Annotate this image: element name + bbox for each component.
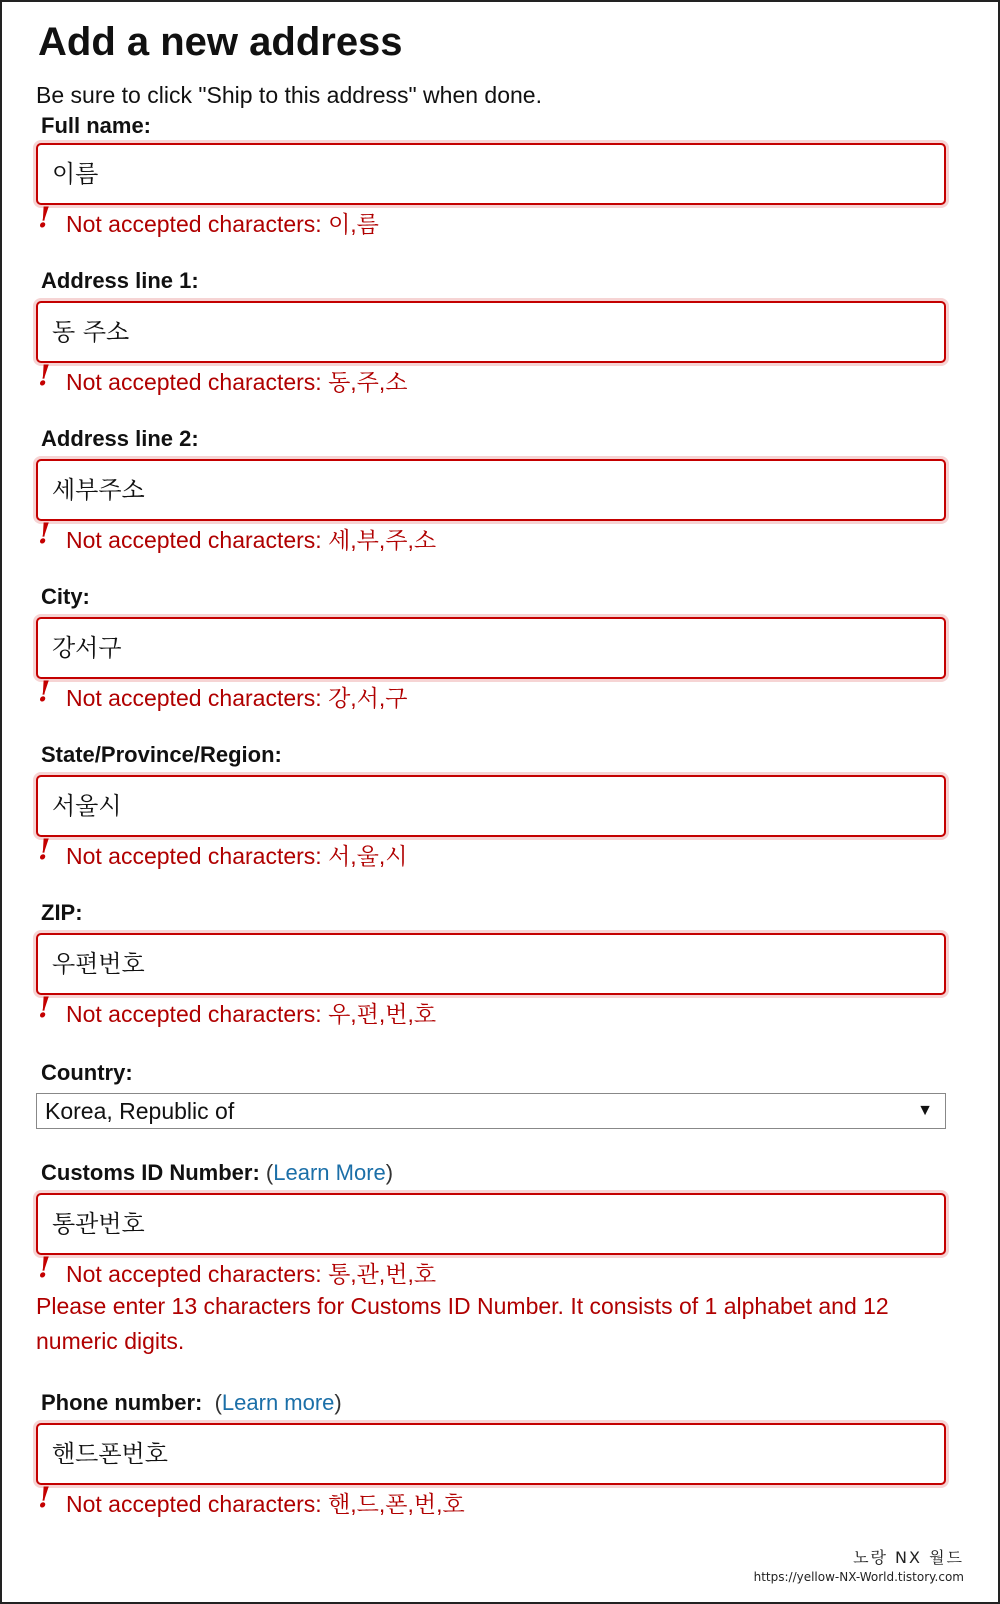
- page-title: Add a new address: [38, 20, 403, 64]
- city-field: [36, 583, 948, 713]
- customs-id-error-text: Not accepted characters: 통,관,번,호: [66, 1261, 437, 1287]
- address-line-1-input[interactable]: 동 주소: [36, 301, 946, 363]
- state-input[interactable]: 서울시: [36, 775, 946, 837]
- country-selected-value: Korea, Republic of: [45, 1098, 235, 1124]
- address-line-1-field: [36, 267, 948, 397]
- customs-id-format-error: Please enter 13 characters for Customs ID Number. It consists of 1 alphabet and 12 numeric digits.: [36, 1293, 889, 1354]
- address-line-1-label: Address line 1:: [41, 268, 199, 293]
- customs-id-field: [36, 1159, 948, 1359]
- address-line-2-error-text: Not accepted characters: 세,부,주,소: [66, 527, 437, 553]
- city-error: [36, 675, 948, 713]
- customs-id-label-row: [41, 1159, 948, 1187]
- country-label: Country:: [41, 1060, 133, 1085]
- phone-error: [36, 1481, 948, 1519]
- page-subtitle: Be sure to click "Ship to this address" when done.: [36, 82, 542, 108]
- customs-id-learn-more-link[interactable]: Learn More: [273, 1160, 386, 1185]
- phone-label: Phone number:: [41, 1390, 203, 1415]
- address-line-1-error-text: Not accepted characters: 동,주,소: [66, 369, 408, 395]
- address-line-2-error: [36, 517, 948, 555]
- watermark-url: https://yellow-NX-World.tistory.com: [753, 1570, 964, 1584]
- country-field: [36, 1059, 948, 1129]
- error-icon: !: [38, 1481, 51, 1514]
- full-name-error-text: Not accepted characters: 이,름: [66, 211, 379, 237]
- zip-label: ZIP:: [41, 900, 83, 925]
- customs-id-error: [36, 1251, 948, 1289]
- state-label: State/Province/Region:: [41, 742, 282, 767]
- watermark-title: 노랑 NX 월드: [853, 1548, 964, 1567]
- state-error: [36, 833, 948, 871]
- zip-error-text: Not accepted characters: 우,편,번,호: [66, 1001, 437, 1027]
- dropdown-arrow-icon: ▼: [917, 1102, 933, 1119]
- error-icon: !: [38, 359, 51, 392]
- address-form: [36, 18, 948, 1519]
- address-line-2-label: Address line 2:: [41, 426, 199, 451]
- error-icon: !: [38, 517, 51, 550]
- phone-learn-more: (Learn more): [214, 1390, 342, 1415]
- address-line-2-field: [36, 425, 948, 555]
- error-icon: !: [38, 833, 51, 866]
- error-icon: !: [38, 991, 51, 1024]
- customs-id-learn-more: (Learn More): [265, 1160, 394, 1185]
- zip-input[interactable]: 우편번호: [36, 933, 946, 995]
- country-select[interactable]: [36, 1093, 946, 1129]
- error-icon: !: [38, 201, 51, 234]
- full-name-error: [36, 201, 948, 239]
- full-name-field: [36, 112, 948, 239]
- customs-id-input[interactable]: 통관번호: [36, 1193, 946, 1255]
- state-error-text: Not accepted characters: 서,울,시: [66, 843, 408, 869]
- address-line-2-input[interactable]: 세부주소: [36, 459, 946, 521]
- phone-learn-more-link[interactable]: Learn more: [221, 1390, 335, 1415]
- city-label: City:: [41, 584, 90, 609]
- phone-error-text: Not accepted characters: 핸,드,폰,번,호: [66, 1491, 465, 1517]
- phone-label-row: [41, 1389, 948, 1417]
- zip-field: [36, 899, 948, 1029]
- customs-id-label: Customs ID Number:: [41, 1160, 260, 1185]
- error-icon: !: [38, 1251, 51, 1284]
- state-field: [36, 741, 948, 871]
- city-input[interactable]: 강서구: [36, 617, 946, 679]
- address-line-1-error: [36, 359, 948, 397]
- error-icon: !: [38, 675, 51, 708]
- phone-field: [36, 1389, 948, 1519]
- full-name-input[interactable]: 이름: [36, 143, 946, 205]
- blog-watermark: [754, 1545, 964, 1584]
- full-name-label: Full name:: [41, 113, 152, 138]
- city-error-text: Not accepted characters: 강,서,구: [66, 685, 408, 711]
- zip-error: [36, 991, 948, 1029]
- phone-input[interactable]: 핸드폰번호: [36, 1423, 946, 1485]
